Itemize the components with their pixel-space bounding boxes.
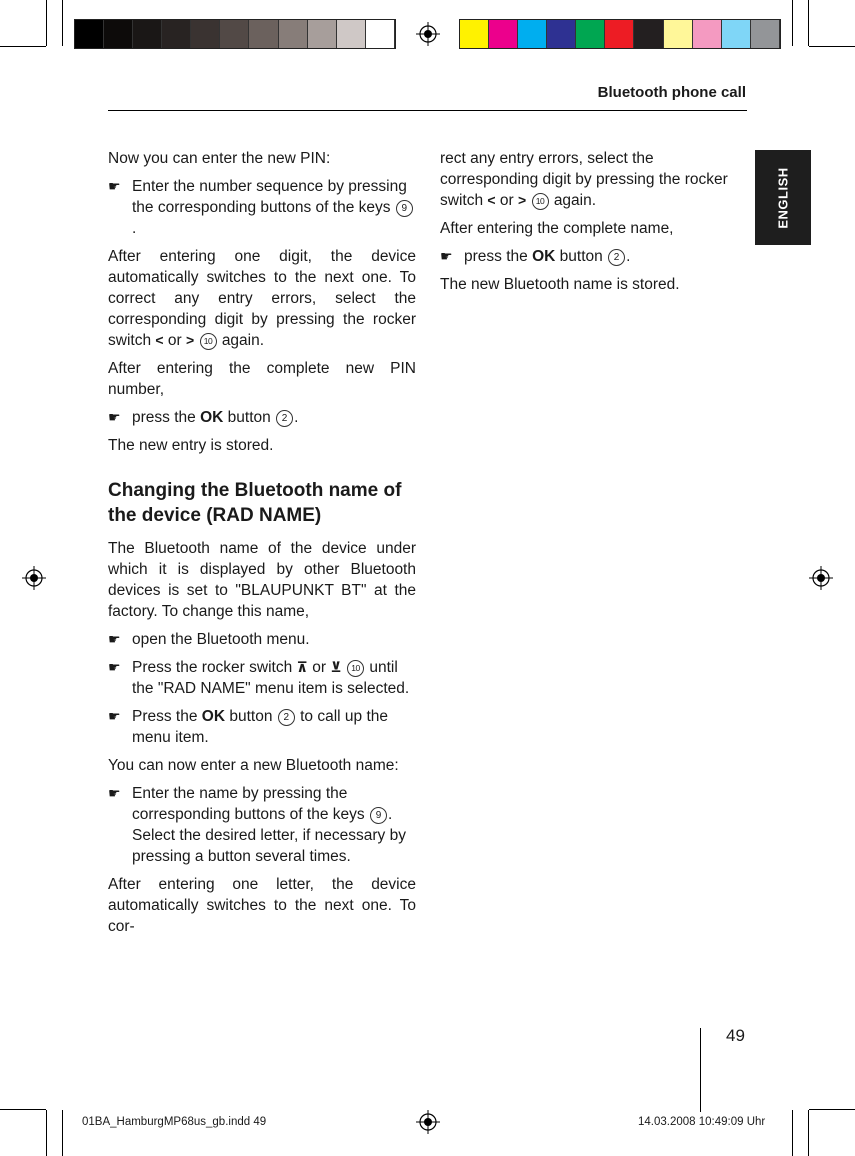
list-item: ☛ open the Bluetooth menu. xyxy=(108,631,310,648)
language-tab xyxy=(755,150,811,245)
color-swatch xyxy=(162,20,191,48)
left-chevron-icon: < xyxy=(155,332,164,348)
crop-mark xyxy=(792,0,793,46)
color-swatch xyxy=(518,20,547,48)
slug-filename: 01BA_HamburgMP68us_gb.indd 49 xyxy=(82,1116,267,1128)
intro-paragraph: Now you can enter the new PIN: xyxy=(108,150,331,167)
color-swatch xyxy=(366,20,395,48)
color-swatch xyxy=(75,20,104,48)
color-swatch xyxy=(751,20,780,48)
color-swatch xyxy=(191,20,220,48)
color-swatch xyxy=(605,20,634,48)
down-arrow-icon: ⊻ xyxy=(330,659,342,675)
color-swatch xyxy=(664,20,693,48)
ok-label: OK xyxy=(201,708,226,725)
page-number-rule xyxy=(700,1028,701,1112)
color-swatch xyxy=(693,20,722,48)
paragraph: rect any entry errors, select the corresponding digit by pressing the rocker switch < or > 10 again. xyxy=(440,150,728,209)
color-swatch xyxy=(460,20,489,48)
paragraph: The Bluetooth name of the device under which it is displayed by other Bluetooth devices is set to "BLAUPUNKT BT" at the factory. To change this name, xyxy=(108,540,416,620)
crop-mark xyxy=(0,46,46,47)
crop-mark xyxy=(792,1110,793,1156)
paragraph: After entering the complete name, xyxy=(440,220,674,237)
language-tab-label: ENGLISH xyxy=(775,166,791,229)
key-number-badge: 2 xyxy=(278,709,295,726)
pointing-hand-icon: ☛ xyxy=(108,659,121,675)
registration-target-icon xyxy=(22,566,46,590)
color-swatch xyxy=(308,20,337,48)
color-swatch xyxy=(220,20,249,48)
crop-mark xyxy=(62,0,63,46)
crop-mark xyxy=(0,1109,46,1110)
paragraph: You can now enter a new Bluetooth name: xyxy=(108,757,399,774)
crop-mark xyxy=(46,0,47,46)
crop-mark xyxy=(808,1110,809,1156)
up-arrow-icon: ⊼ xyxy=(296,659,308,675)
pointing-hand-icon: ☛ xyxy=(108,631,121,647)
list-item: ☛ Enter the number sequence by pressing the corresponding buttons of the keys 9. xyxy=(108,176,416,239)
key-number-badge: 2 xyxy=(276,410,293,427)
pointing-hand-icon: ☛ xyxy=(108,409,121,425)
color-swatch xyxy=(489,20,518,48)
grayscale-color-bar xyxy=(74,19,396,49)
right-chevron-icon: > xyxy=(518,192,527,208)
color-swatch xyxy=(337,20,366,48)
pointing-hand-icon: ☛ xyxy=(440,248,453,264)
left-column xyxy=(108,148,416,944)
crop-mark xyxy=(62,1110,63,1156)
right-column xyxy=(440,148,748,302)
registration-target-icon xyxy=(416,1110,440,1134)
paragraph: The new entry is stored. xyxy=(108,437,274,454)
color-swatch xyxy=(279,20,308,48)
list-item: ☛ Enter the name by pressing the corresponding buttons of the keys 9 . Select the desired letter, if necessary by pressing a button several times. xyxy=(108,785,406,865)
pointing-hand-icon: ☛ xyxy=(108,785,121,801)
section-heading: Changing the Bluetooth name of the device (RAD NAME) xyxy=(108,480,402,526)
key-number-badge: 10 xyxy=(347,660,364,677)
paragraph: After entering the complete new PIN number, xyxy=(108,360,416,398)
color-swatch xyxy=(547,20,576,48)
list-item: ☛ Press the rocker switch ⊼ or ⊻ 10 until the "RAD NAME" menu item is selected. xyxy=(108,659,410,697)
key-number-badge: 9 xyxy=(370,807,387,824)
list-item: ☛ Press the OK button 2 to call up the menu item. xyxy=(108,708,388,746)
ok-label: OK xyxy=(200,409,224,426)
crop-mark xyxy=(808,0,809,46)
left-chevron-icon: < xyxy=(487,192,496,208)
paragraph: The new Bluetooth name is stored. xyxy=(440,276,680,293)
crop-mark xyxy=(809,46,855,47)
paragraph: After entering one letter, the device automatically switches to the next one. To cor- xyxy=(108,876,416,935)
color-swatch xyxy=(634,20,663,48)
running-header: Bluetooth phone call xyxy=(597,84,746,101)
color-swatch xyxy=(133,20,162,48)
color-swatch xyxy=(104,20,133,48)
page-number: 49 xyxy=(726,1026,745,1045)
list-item: ☛ press the OK button 2 . xyxy=(440,248,631,265)
key-number-badge: 10 xyxy=(532,193,549,210)
key-number-badge: 2 xyxy=(608,249,625,266)
pointing-hand-icon: ☛ xyxy=(108,178,121,194)
slug-date: 14.03.2008 10:49:09 Uhr xyxy=(638,1116,766,1128)
header-rule xyxy=(108,110,747,111)
right-chevron-icon: > xyxy=(186,332,195,348)
ok-label: OK xyxy=(532,248,556,265)
registration-target-icon xyxy=(416,22,440,46)
list-item: ☛ press the OK button 2 . xyxy=(108,409,299,426)
crop-mark xyxy=(46,1110,47,1156)
color-swatch xyxy=(249,20,278,48)
pointing-hand-icon: ☛ xyxy=(108,708,121,724)
color-swatch xyxy=(576,20,605,48)
crop-mark xyxy=(809,1109,855,1110)
color-swatch xyxy=(722,20,751,48)
registration-target-icon xyxy=(809,566,833,590)
paragraph: After entering one digit, the device automatically switches to the next one. To correct any entry errors, select the corresponding digit by pressing the rocker switch < or > 10 again. xyxy=(108,248,416,349)
process-color-bar xyxy=(459,19,781,49)
key-number-badge: 10 xyxy=(200,333,217,350)
key-number-badge: 9 xyxy=(396,200,413,217)
